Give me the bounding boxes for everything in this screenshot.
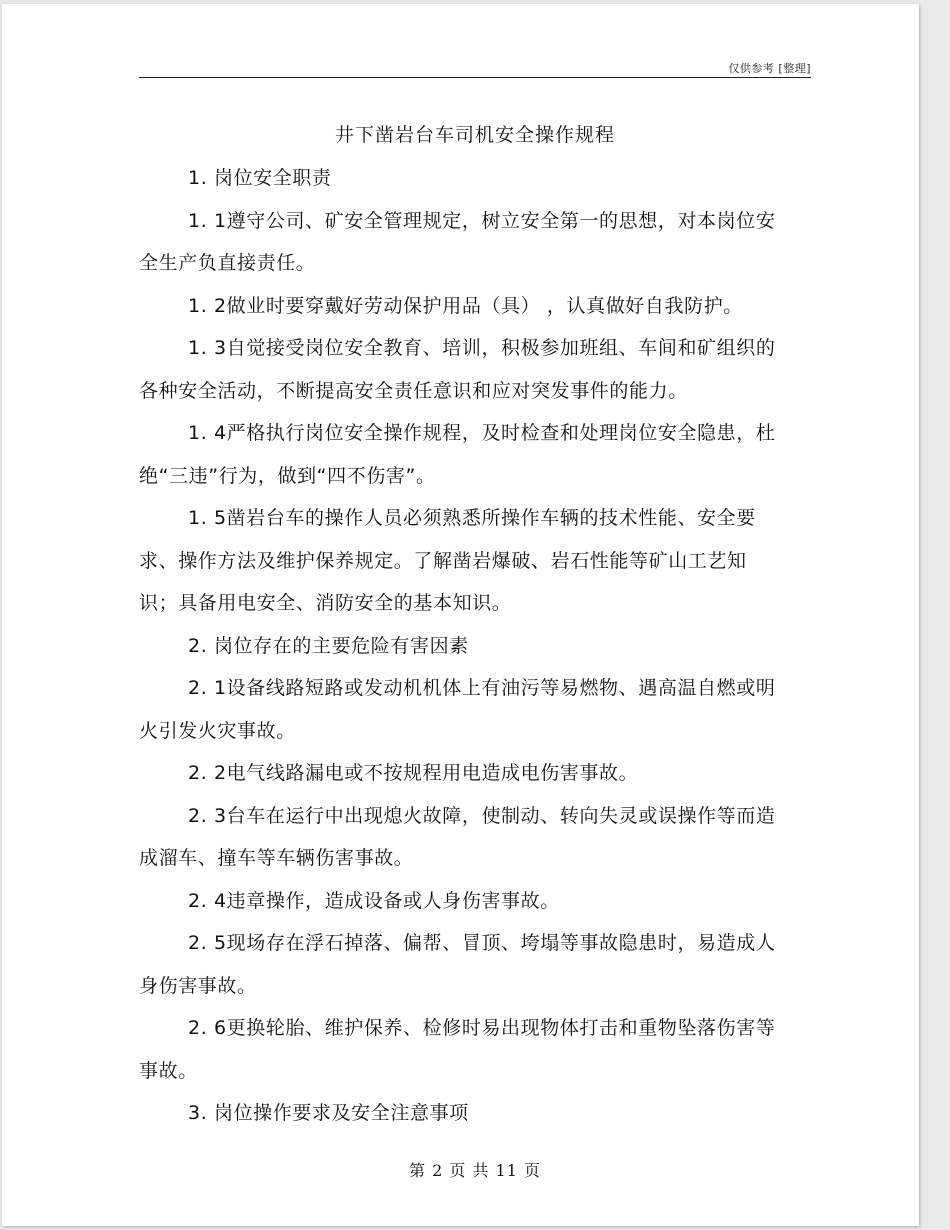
paragraph-2-1: 2. 1设备线路短路或发动机机体上有油污等易燃物、遇高温自燃或明火引发火灾事故。 (139, 677, 776, 742)
paragraph-1-5: 1. 5凿岩台车的操作人员必须熟悉所操作车辆的技术性能、安全要求、操作方法及维护保养规定。了解凿岩爆破、岩石性能等矿山工艺知识；具备用电安全、消防安全的基本知识。 (139, 507, 756, 614)
paragraph-2-5: 2. 5现场存在浮石掉落、偏帮、冒顶、垮塌等事故隐患时，易造成人身伤害事故。 (139, 932, 776, 997)
paragraph-1-3: 1. 3自觉接受岗位安全教育、培训，积极参加班组、车间和矿组织的各种安全活动，不断提高安全责任意识和应对突发事件的能力。 (139, 337, 776, 402)
section-heading-1: 1. 岗位安全职责 (188, 167, 332, 189)
page-number: 第 2 页 共 11 页 (409, 1161, 541, 1180)
paragraph-2-6: 2. 6更换轮胎、维护保养、检修时易出现物体打击和重物坠落伤害等事故。 (139, 1017, 776, 1082)
paragraph-1-2: 1. 2做业时要穿戴好劳动保护用品（具） ，认真做好自我防护。 (188, 294, 743, 317)
document-body (139, 157, 779, 1135)
paragraph-1-4: 1. 4严格执行岗位安全操作规程，及时检查和处理岗位安全隐患，杜绝“三违”行为，做到“四不伤害”。 (139, 422, 776, 487)
paragraph-2-4: 2. 4违章操作，造成设备或人身伤害事故。 (188, 889, 560, 912)
section-heading-2: 2. 岗位存在的主要危险有害因素 (188, 634, 469, 657)
header-note: 仅供参考 [整理] (728, 62, 811, 75)
section-heading-3: 3. 岗位操作要求及安全注意事项 (188, 1102, 469, 1124)
document-page (2, 4, 919, 1226)
paragraph-2-3: 2. 3台车在运行中出现熄火故障，使制动、转向失灵或误操作等而造成溜车、撞车等车辆伤害事故。 (139, 804, 776, 869)
document-title: 井下凿岩台车司机安全操作规程 (334, 124, 615, 146)
paragraph-2-2: 2. 2电气线路漏电或不按规程用电造成电伤害事故。 (188, 762, 639, 784)
paragraph-1-1: 1. 1遵守公司、矿安全管理规定，树立安全第一的思想，对本岗位安全生产负直接责任。 (139, 209, 776, 274)
header-rule (139, 77, 811, 78)
